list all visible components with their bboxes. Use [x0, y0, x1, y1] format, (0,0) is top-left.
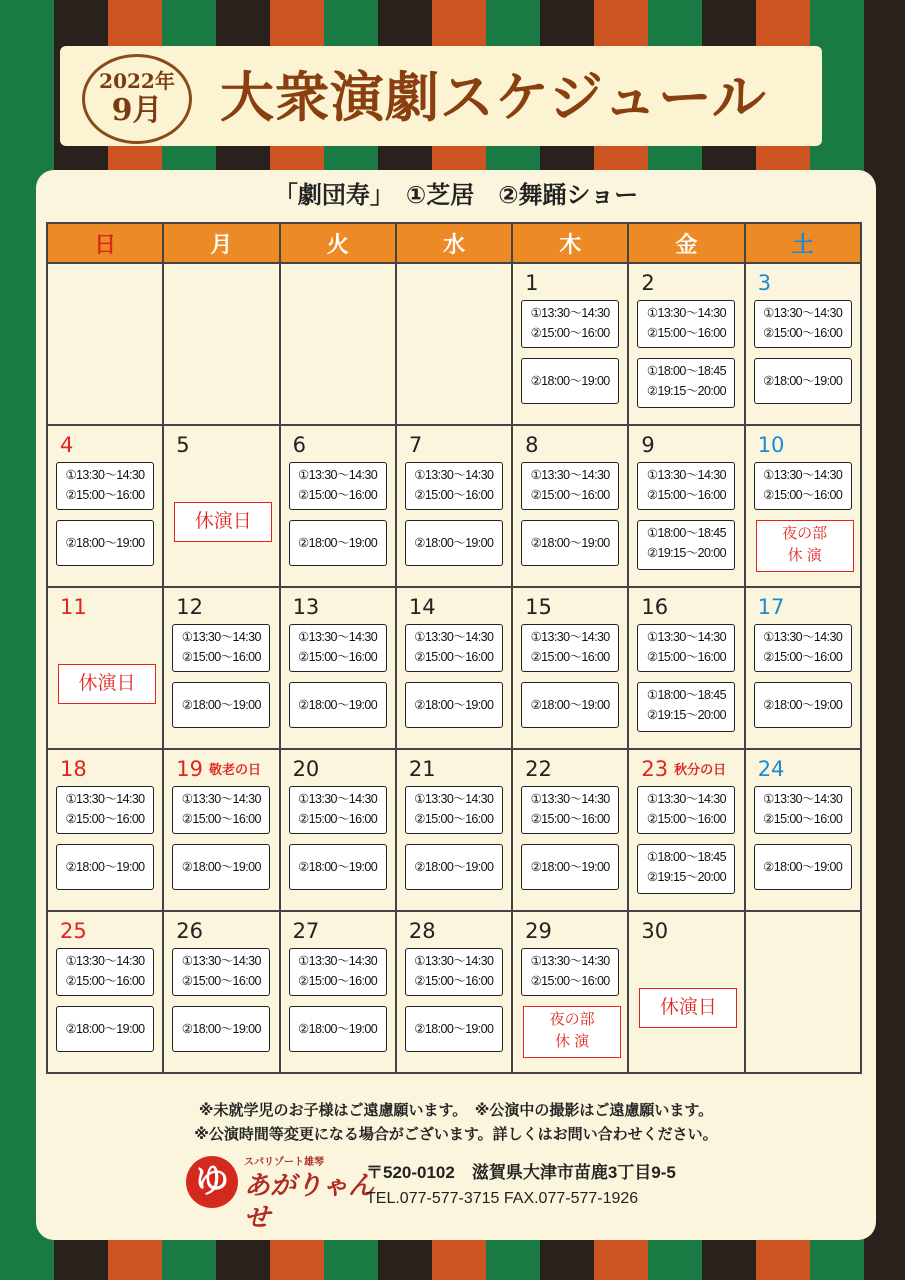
- closed-day-label: 休演日: [58, 664, 156, 704]
- day-number-value: 15: [525, 595, 552, 619]
- day-number-value: 16: [641, 595, 669, 619]
- day-cell: [512, 425, 628, 587]
- slot-time: ①13:30～14:30: [65, 954, 145, 968]
- day-number-value: 6: [292, 433, 306, 457]
- daytime-slot: [289, 786, 387, 834]
- slot-time: ②15:00～16:00: [530, 326, 610, 340]
- day-number: [758, 594, 785, 620]
- slot-time: ②18:00～19:00: [530, 860, 610, 874]
- slot-time: ②15:00～16:00: [414, 812, 494, 826]
- troupe-line: 「劇団寿」 ①芝居 ②舞踊ショー: [273, 181, 639, 209]
- slot-time: ②15:00～16:00: [181, 974, 261, 988]
- night-closed-line: 夜の部: [782, 525, 828, 542]
- day-cell: [47, 749, 163, 911]
- slot-time: ②15:00～16:00: [298, 812, 378, 826]
- slot-time: ②15:00～16:00: [181, 812, 261, 826]
- slot-time: ②18:00～19:00: [530, 374, 610, 388]
- weekday-header: 火: [280, 223, 396, 263]
- day-cell: [396, 425, 512, 587]
- day-number-value: 17: [757, 595, 785, 619]
- day-number: [641, 756, 726, 784]
- evening-slot: [289, 844, 387, 890]
- slot-time: ②15:00～16:00: [298, 974, 378, 988]
- day-number: [525, 594, 552, 620]
- day-cell: [745, 425, 861, 587]
- day-cell: [628, 911, 744, 1073]
- logo-mark: ゆ: [186, 1156, 238, 1208]
- schedule-panel: [36, 170, 876, 1240]
- day-number-value: 19: [176, 757, 204, 781]
- daytime-slot: [289, 462, 387, 510]
- daytime-slot: [289, 948, 387, 996]
- slot-time: ②18:00～19:00: [298, 1022, 378, 1036]
- day-number: [176, 756, 261, 784]
- evening-slot: [754, 358, 852, 404]
- slot-time: ②15:00～16:00: [646, 326, 726, 340]
- daytime-slot: [289, 624, 387, 672]
- day-cell: [628, 749, 744, 911]
- evening-slot: [521, 520, 619, 566]
- evening-slot: [172, 1006, 270, 1052]
- slot-time: ①13:30～14:30: [646, 468, 726, 482]
- slot-time: ①13:30～14:30: [763, 630, 843, 644]
- slot-time: ②15:00～16:00: [763, 488, 843, 502]
- slot-time: ②18:00～19:00: [414, 1022, 494, 1036]
- slot-time: ②18:00～19:00: [530, 698, 610, 712]
- day-number: [176, 594, 203, 620]
- evening-slot: [405, 682, 503, 728]
- evening-slot: [405, 520, 503, 566]
- day-cell: [628, 587, 744, 749]
- day-number: [525, 756, 552, 782]
- day-number-value: 12: [176, 595, 204, 619]
- weekday-header: 水: [396, 223, 512, 263]
- night-closed-line: 夜の部: [549, 1011, 595, 1028]
- daytime-slot: [56, 948, 154, 996]
- day-cell: [512, 749, 628, 911]
- evening-slot: [56, 844, 154, 890]
- day-cell: [745, 263, 861, 425]
- slot-time: ②15:00～16:00: [65, 812, 145, 826]
- day-cell: [163, 587, 279, 749]
- slot-time: ②18:00～19:00: [181, 698, 261, 712]
- day-number: [525, 270, 538, 296]
- day-number: [525, 918, 552, 944]
- daytime-slot: [637, 624, 735, 672]
- evening-slot: [56, 1006, 154, 1052]
- slot-time: ①13:30～14:30: [181, 954, 261, 968]
- day-number-value: 23: [641, 757, 669, 781]
- slot-time: ②15:00～16:00: [414, 974, 494, 988]
- daytime-slot: [521, 786, 619, 834]
- day-number: [758, 270, 771, 296]
- day-number: [60, 756, 87, 782]
- slot-time: ②18:00～19:00: [414, 860, 494, 874]
- slot-time: ②15:00～16:00: [414, 650, 494, 664]
- slot-time: ②18:00～19:00: [181, 860, 261, 874]
- slot-time: ②15:00～16:00: [530, 974, 610, 988]
- week-row: [47, 263, 861, 425]
- weekday-header-row: [47, 223, 861, 263]
- slot-time: ②15:00～16:00: [298, 650, 378, 664]
- slot-time: ①13:30～14:30: [646, 630, 726, 644]
- day-number-value: 25: [60, 919, 87, 943]
- day-number: [641, 432, 654, 458]
- evening-slot: [521, 358, 619, 404]
- day-cell: [396, 749, 512, 911]
- week-row: [47, 425, 861, 587]
- slot-time: ①13:30～14:30: [530, 954, 610, 968]
- day-number-value: 18: [60, 757, 87, 781]
- holiday-label: 敬老の日: [209, 763, 262, 778]
- slot-time: ①13:30～14:30: [530, 630, 610, 644]
- venue-logo: [186, 1156, 386, 1233]
- slot-time: ②18:00～19:00: [763, 860, 843, 874]
- slot-time: ②18:00～19:00: [65, 536, 145, 550]
- day-number: [409, 594, 436, 620]
- slot-time: ②18:00～19:00: [65, 1022, 145, 1036]
- slot-time: ②18:00～19:00: [65, 860, 145, 874]
- logo-text: [244, 1156, 386, 1234]
- slot-time: ①13:30～14:30: [298, 792, 378, 806]
- slot-time: ②15:00～16:00: [414, 488, 494, 502]
- evening-slot: [521, 844, 619, 890]
- day-number: [641, 594, 668, 620]
- day-cell: [47, 911, 163, 1073]
- day-cell: [47, 425, 163, 587]
- day-number-value: 2: [641, 271, 655, 295]
- slot-time: ②18:00～19:00: [298, 536, 378, 550]
- week-row: [47, 587, 861, 749]
- day-cell: [628, 263, 744, 425]
- year-label: 2022年: [99, 69, 175, 93]
- day-number-value: 30: [641, 919, 669, 943]
- day-cell: [280, 749, 396, 911]
- slot-time: ①18:00～18:45: [646, 850, 726, 864]
- slot-time: ②15:00～16:00: [65, 974, 145, 988]
- evening-slot: [754, 682, 852, 728]
- day-number: [60, 918, 87, 944]
- note-line: ※公演時間等変更になる場合がございます。詳しくはお問い合わせください。: [194, 1125, 718, 1143]
- day-cell: [745, 911, 861, 1073]
- day-number-value: 1: [525, 271, 539, 295]
- day-number-value: 14: [408, 595, 436, 619]
- slot-time: ①13:30～14:30: [763, 468, 843, 482]
- slot-time: ①13:30～14:30: [298, 468, 378, 482]
- day-number-value: 28: [408, 919, 436, 943]
- slot-time: ①13:30～14:30: [298, 630, 378, 644]
- day-cell: [47, 263, 163, 425]
- day-cell: [512, 911, 628, 1073]
- slot-time: ①13:30～14:30: [65, 468, 145, 482]
- day-cell: [396, 911, 512, 1073]
- slot-time: ②15:00～16:00: [530, 650, 610, 664]
- slot-time: ①13:30～14:30: [646, 306, 726, 320]
- closed-day-label: 休演日: [639, 988, 737, 1028]
- slot-time: ①13:30～14:30: [530, 468, 610, 482]
- slot-time: ②19:15～20:00: [646, 870, 726, 884]
- slot-time: ①18:00～18:45: [646, 526, 726, 540]
- evening-slot: [521, 682, 619, 728]
- slot-time: ①13:30～14:30: [298, 954, 378, 968]
- slot-time: ①13:30～14:30: [530, 792, 610, 806]
- slot-time: ②15:00～16:00: [763, 650, 843, 664]
- night-closed-label: [523, 1006, 621, 1058]
- slot-time: ②15:00～16:00: [763, 326, 843, 340]
- slot-time: ②15:00～16:00: [646, 488, 726, 502]
- evening-slot: [754, 844, 852, 890]
- daytime-slot: [754, 300, 852, 348]
- slot-time: ①13:30～14:30: [763, 306, 843, 320]
- day-number-value: 10: [757, 433, 785, 457]
- day-number: [293, 918, 320, 944]
- slot-time: ①13:30～14:30: [181, 630, 261, 644]
- evening-slot: [56, 520, 154, 566]
- notes: [36, 1098, 876, 1146]
- evening-slot: [289, 520, 387, 566]
- day-number-value: 24: [757, 757, 785, 781]
- year-month-badge: [82, 54, 192, 144]
- slot-time: ②15:00～16:00: [646, 812, 726, 826]
- slot-time: ②18:00～19:00: [298, 860, 378, 874]
- slot-time: ①13:30～14:30: [414, 630, 494, 644]
- page-title: 大衆演劇スケジュール: [220, 65, 767, 129]
- day-number: [409, 432, 422, 458]
- day-number-value: 9: [641, 433, 655, 457]
- day-number-value: 21: [408, 757, 436, 781]
- daytime-slot: [754, 462, 852, 510]
- evening-slot: [405, 1006, 503, 1052]
- week-row: [47, 749, 861, 911]
- day-cell: [163, 425, 279, 587]
- day-cell: [745, 749, 861, 911]
- day-number: [293, 432, 306, 458]
- day-cell: [280, 587, 396, 749]
- day-cell: [280, 425, 396, 587]
- day-number-value: 20: [292, 757, 320, 781]
- day-number-value: 8: [525, 433, 539, 457]
- day-number-value: 29: [525, 919, 552, 943]
- evening-slot: [172, 844, 270, 890]
- slot-time: ①18:00～18:45: [646, 688, 726, 702]
- day-cell: [280, 911, 396, 1073]
- day-cell: [512, 263, 628, 425]
- weekday-header: 土: [745, 223, 861, 263]
- day-number: [641, 270, 654, 296]
- holiday-label: 秋分の日: [674, 763, 727, 778]
- day-cell: [163, 749, 279, 911]
- day-cell: [512, 587, 628, 749]
- daytime-slot: [56, 786, 154, 834]
- slot-time: ②19:15～20:00: [646, 546, 726, 560]
- day-cell: [745, 587, 861, 749]
- day-cell: [47, 587, 163, 749]
- day-number: [176, 432, 189, 458]
- evening-slot: [637, 358, 735, 408]
- calendar-table: [46, 222, 862, 1074]
- daytime-slot: [754, 786, 852, 834]
- daytime-slot: [637, 786, 735, 834]
- slot-time: ②15:00～16:00: [298, 488, 378, 502]
- postal-code: 〒520-0102: [366, 1163, 455, 1182]
- slot-time: ②18:00～19:00: [530, 536, 610, 550]
- daytime-slot: [405, 624, 503, 672]
- slot-time: ②15:00～16:00: [181, 650, 261, 664]
- street-address: 滋賀県大津市苗鹿3丁目9-5: [471, 1163, 676, 1182]
- day-number-value: 26: [176, 919, 204, 943]
- daytime-slot: [521, 300, 619, 348]
- day-cell: [163, 263, 279, 425]
- slot-time: ①13:30～14:30: [763, 792, 843, 806]
- daytime-slot: [637, 300, 735, 348]
- tel-fax: TEL.077-577-3715 FAX.077-577-1926: [366, 1190, 639, 1207]
- slot-time: ①18:00～18:45: [646, 364, 726, 378]
- daytime-slot: [172, 948, 270, 996]
- slot-time: ②15:00～16:00: [763, 812, 843, 826]
- daytime-slot: [172, 786, 270, 834]
- evening-slot: [637, 682, 735, 732]
- day-number-value: 4: [60, 433, 74, 457]
- day-number: [293, 594, 320, 620]
- slot-time: ①13:30～14:30: [646, 792, 726, 806]
- slot-time: ②18:00～19:00: [414, 698, 494, 712]
- daytime-slot: [637, 462, 735, 510]
- day-number: [60, 594, 87, 620]
- daytime-slot: [405, 462, 503, 510]
- note-line: ※未就学児のお子様はご遠慮願います。 ※公演中の撮影はご遠慮願います。: [198, 1101, 714, 1119]
- day-number-value: 22: [525, 757, 552, 781]
- slot-time: ②15:00～16:00: [646, 650, 726, 664]
- daytime-slot: [405, 786, 503, 834]
- slot-time: ①13:30～14:30: [530, 306, 610, 320]
- daytime-slot: [172, 624, 270, 672]
- daytime-slot: [521, 462, 619, 510]
- slot-time: ①13:30～14:30: [65, 792, 145, 806]
- day-number-value: 27: [292, 919, 320, 943]
- slot-time: ②18:00～19:00: [181, 1022, 261, 1036]
- slot-time: ②18:00～19:00: [298, 698, 378, 712]
- daytime-slot: [754, 624, 852, 672]
- slot-time: ②18:00～19:00: [763, 698, 843, 712]
- evening-slot: [637, 844, 735, 894]
- day-number-value: 3: [757, 271, 772, 295]
- daytime-slot: [521, 948, 619, 996]
- slot-time: ①13:30～14:30: [414, 954, 494, 968]
- night-closed-label: [756, 520, 854, 572]
- day-cell: [396, 587, 512, 749]
- night-closed-line: 休 演: [787, 547, 822, 564]
- day-number: [758, 756, 785, 782]
- day-number-value: 7: [408, 433, 423, 457]
- logo-small: スパリゾート雄琴: [244, 1157, 324, 1168]
- night-closed-line: 休 演: [555, 1033, 590, 1050]
- title-banner: [60, 46, 822, 146]
- day-number: [409, 918, 436, 944]
- day-number-value: 5: [176, 433, 190, 457]
- logo-big: あがりゃんせ: [244, 1171, 375, 1233]
- evening-slot: [289, 682, 387, 728]
- day-number-value: 11: [60, 595, 87, 619]
- day-number-value: 13: [292, 595, 320, 619]
- closed-day-label: 休演日: [174, 502, 272, 542]
- daytime-slot: [56, 462, 154, 510]
- evening-slot: [172, 682, 270, 728]
- slot-time: ②15:00～16:00: [65, 488, 145, 502]
- slot-time: ②18:00～19:00: [763, 374, 843, 388]
- weekday-header: 金: [628, 223, 744, 263]
- address-line: [366, 1160, 676, 1186]
- day-cell: [396, 263, 512, 425]
- weekday-header: 木: [512, 223, 628, 263]
- weekday-header: 月: [163, 223, 279, 263]
- slot-time: ②19:15～20:00: [646, 708, 726, 722]
- slot-time: ②15:00～16:00: [530, 488, 610, 502]
- weekday-header: 日: [47, 223, 163, 263]
- day-number: [176, 918, 203, 944]
- evening-slot: [637, 520, 735, 570]
- day-number: [60, 432, 73, 458]
- slot-time: ①13:30～14:30: [414, 468, 494, 482]
- day-cell: [163, 911, 279, 1073]
- slot-time: ②19:15～20:00: [646, 384, 726, 398]
- slot-time: ②18:00～19:00: [414, 536, 494, 550]
- evening-slot: [405, 844, 503, 890]
- venue-address: [366, 1160, 676, 1212]
- day-number: [293, 756, 320, 782]
- day-number: [758, 432, 785, 458]
- daytime-slot: [521, 624, 619, 672]
- slot-time: ②15:00～16:00: [530, 812, 610, 826]
- evening-slot: [289, 1006, 387, 1052]
- day-number: [525, 432, 538, 458]
- day-number: [409, 756, 436, 782]
- day-number: [641, 918, 668, 944]
- daytime-slot: [405, 948, 503, 996]
- slot-time: ①13:30～14:30: [414, 792, 494, 806]
- slot-time: ①13:30～14:30: [181, 792, 261, 806]
- day-cell: [628, 425, 744, 587]
- day-cell: [280, 263, 396, 425]
- week-row: [47, 911, 861, 1073]
- month-label: 9月: [111, 93, 163, 128]
